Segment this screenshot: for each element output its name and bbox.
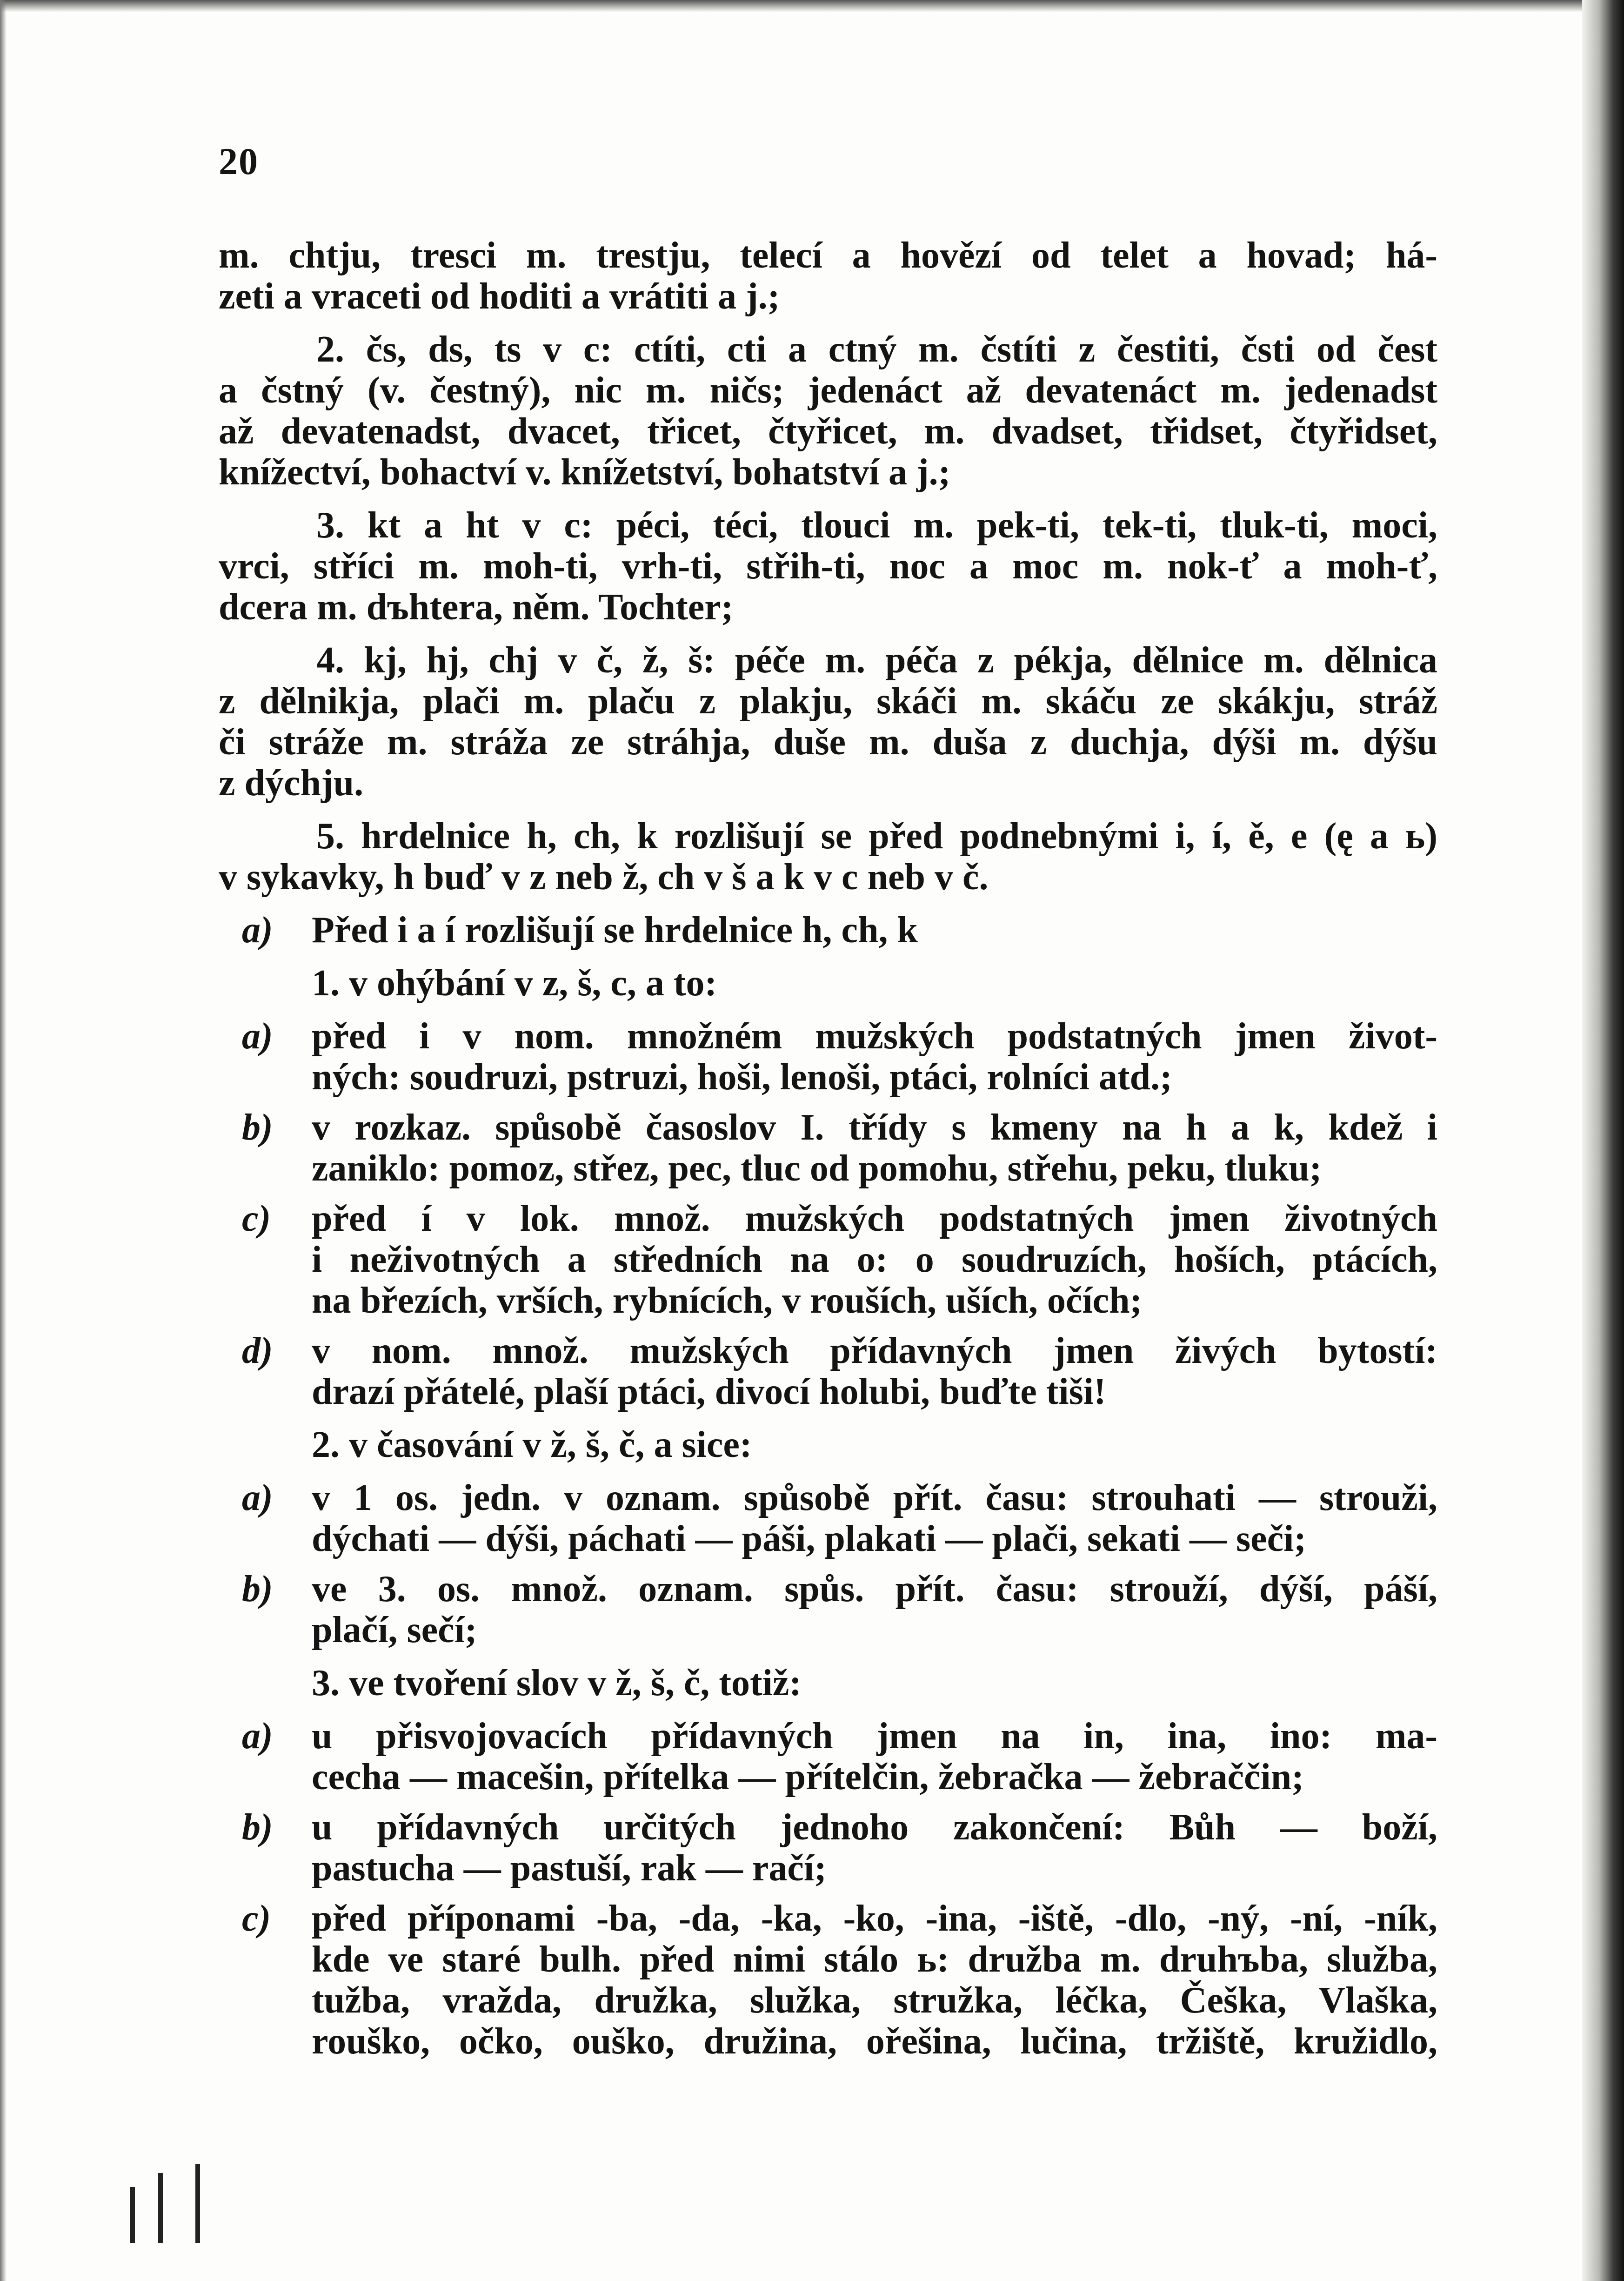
text-line: 3. kt a ht v c: péci, téci, tlouci m. pek-ti, tek-ti, tluk-ti, moci, xyxy=(316,505,1437,546)
section-heading: 2. v časování v ž, š, č, a sice: xyxy=(312,1424,752,1465)
text-line: b) u přídavných určitých jednoho zakončení: Bůh — boží, xyxy=(242,1807,1437,1848)
body-text xyxy=(219,235,1437,2062)
item-label: b) xyxy=(242,1107,273,1148)
text-line: m. chtju, tresci m. trestju, telecí a hovězí od telet a hovad; há- xyxy=(219,235,1437,276)
section-heading: 3. ve tvoření slov v ž, š, č, totiž: xyxy=(312,1663,802,1704)
scan-artifact-marks xyxy=(130,2159,251,2243)
scan-edge-top xyxy=(0,0,1624,12)
item-label: b) xyxy=(242,1807,273,1848)
text-line: i neživotných a středních na o: o soudruzích, hoších, ptácích, xyxy=(312,1239,1437,1280)
item-label: d) xyxy=(242,1330,273,1371)
text-line: knížectví, bohactví v. knížetství, bohatství a j.; xyxy=(219,452,951,493)
text-line: c) před í v lok. množ. mužských podstatných jmen životných xyxy=(242,1198,1437,1239)
text-line: 2. čs, ds, ts v c: ctíti, cti a ctný m. čstíti z čestiti, čsti od čest xyxy=(316,329,1437,370)
item-label: c) xyxy=(242,1198,271,1239)
text-line: a) před i v nom. množném mužských podstatných jmen život- xyxy=(242,1016,1437,1057)
text-line: rouško, očko, ouško, družina, ořešina, lučina, tržiště, kružidlo, xyxy=(312,2021,1437,2062)
text-line: c) před příponami -ba, -da, -ka, -ko, -ina, -iště, -dlo, -ný, -ní, -ník, xyxy=(242,1898,1437,1939)
text-line: tužba, vražda, družka, služka, stružka, léčka, Češka, Vlaška, xyxy=(312,1980,1437,2021)
scan-edge-right xyxy=(1582,0,1624,2281)
text-line: pastucha — pastuší, rak — račí; xyxy=(312,1848,827,1889)
text-line: a) v 1 os. jedn. v oznam. spůsobě přít. času: strouhati — strouži, xyxy=(242,1477,1437,1518)
text-line: a) Před i a í rozlišují se hrdelnice h, ch, k xyxy=(242,910,918,951)
section-heading: 1. v ohýbání v z, š, c, a to: xyxy=(312,963,717,1004)
text-line: z dělnikja, plači m. plaču z plakju, skáči m. skáču ze skákju, stráž xyxy=(219,681,1437,722)
text-line: drazí přátelé, plaší ptáci, divocí holubi, buďte tiši! xyxy=(312,1371,1106,1412)
text-line: ných: soudruzi, pstruzi, hoši, lenoši, ptáci, rolníci atd.; xyxy=(312,1057,1172,1098)
item-label: a) xyxy=(242,1716,273,1757)
text-line: b) v rozkaz. spůsobě časoslov I. třídy s kmeny na h a k, kdež i xyxy=(242,1107,1437,1148)
text-line: plačí, sečí; xyxy=(312,1610,477,1650)
text-line: cecha — macešin, přítelka — přítelčin, žebračka — žebraččin; xyxy=(312,1757,1304,1798)
text-line: zaniklo: pomoz, střez, pec, tluc od pomohu, střehu, peku, tluku; xyxy=(312,1148,1322,1189)
text-line: b) ve 3. os. množ. oznam. spůs. přít. času: strouží, dýší, páší, xyxy=(242,1569,1437,1610)
text-line: vrci, stříci m. moh-ti, vrh-ti, střih-ti, noc a moc m. nok-ť a moh-ť, xyxy=(219,546,1437,587)
text-line: dýchati — dýši, páchati — páši, plakati — plači, sekati — seči; xyxy=(312,1518,1306,1559)
text-line: 4. kj, hj, chj v č, ž, š: péče m. péča z pékja, dělnice m. dělnica xyxy=(316,640,1437,681)
page-number: 20 xyxy=(219,140,259,182)
scan-edge-left xyxy=(0,0,7,2281)
item-label: b) xyxy=(242,1569,273,1610)
text-line: a) u přisvojovacích přídavných jmen na in, ina, ino: ma- xyxy=(242,1716,1437,1757)
text-line: dcera m. dъhtera, něm. Tochter; xyxy=(219,587,734,628)
item-label: c) xyxy=(242,1898,271,1939)
text-line: na březích, vrších, rybnících, v rouších, uších, očích; xyxy=(312,1280,1143,1321)
text-line: z dýchju. xyxy=(219,763,364,804)
text-line: a čstný (v. čestný), nic m. ničs; jedenáct až devatenáct m. jedenadst xyxy=(219,370,1437,411)
text-line: zeti a vraceti od hoditi a vrátiti a j.; xyxy=(219,276,780,317)
item-label: a) xyxy=(242,910,273,951)
text-line: 5. hrdelnice h, ch, k rozlišují se před podnebnými i, í, ě, e (ę a ь) xyxy=(316,816,1437,857)
text-line: kde ve staré bulh. před nimi stálo ь: družba m. druhъba, služba, xyxy=(312,1939,1437,1980)
text-line: či stráže m. stráža ze stráhja, duše m. duša z duchja, dýši m. dýšu xyxy=(219,722,1437,763)
text-line: až devatenadst, dvacet, třicet, čtyřicet, m. dvadset, třidset, čtyřidset, xyxy=(219,411,1437,452)
item-label: a) xyxy=(242,1477,273,1518)
text-line: v sykavky, h buď v z neb ž, ch v š a k v c neb v č. xyxy=(219,857,989,898)
text-line: d) v nom. množ. mužských přídavných jmen živých bytostí: xyxy=(242,1330,1437,1371)
item-label: a) xyxy=(242,1016,273,1057)
